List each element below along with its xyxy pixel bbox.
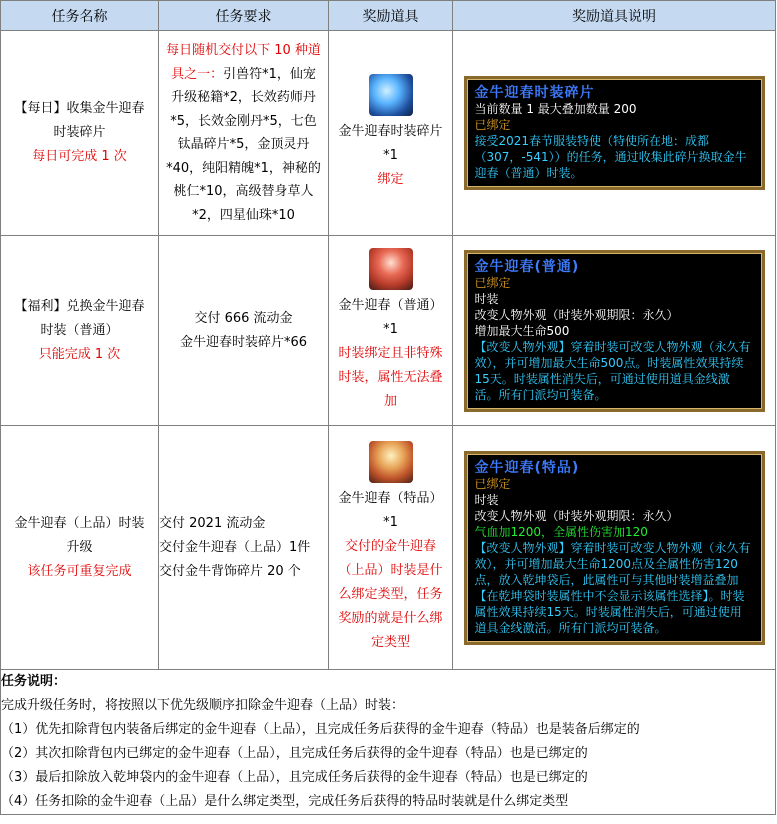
tooltip-description: 【改变人物外观】穿着时装可改变人物外观（永久有效），并可增加最大生命1200点及全属性伤害120点，放入乾坤袋后，此属性可与其他时装增益叠加【在乾坤袋时装属性中不会显示该属性选择】。时装属性效果持续15天。时装属性消失后，可通过使用道具金线激活。所有门派均可装备。 [474,540,751,635]
reward-bind-note: 绑定 [377,172,404,187]
task-name-line: 升级 [66,539,93,555]
header-reward-item: 奖励道具 [329,1,453,31]
reward-item-name: 金牛迎春（特品）*1 [338,490,443,530]
reward-item-cell [329,236,453,426]
requirement-line: 交付 2021 流动金 [159,515,266,531]
tooltip-bound-status: 已绑定 [474,118,511,132]
task-requirement-cell [159,426,329,670]
tooltip-appearance: 改变人物外观（时装外观期限：永久） [474,508,679,523]
reward-item-name: 金牛迎春时装碎片*1 [338,124,443,163]
explanation-title: 任务说明： [1,674,67,689]
explanation-line: （3）最后扣除放入乾坤袋内的金牛迎春（上品），且完成任务后获得的金牛迎春（特品）也是已绑定的 [1,770,588,785]
table-row [1,426,776,670]
table-row [1,31,776,236]
item-tooltip [464,76,765,190]
task-requirement-cell [159,31,329,236]
task-name-cell [1,31,159,236]
task-name-line: 时装（普通） [40,322,119,338]
footer-row [1,670,776,815]
tooltip-description: 接受2021春节服装特使（特使所在地：成都（307，-541））的任务，通过收集此碎片换取金牛迎春（普通）时装。 [474,134,747,180]
item-tooltip [464,451,765,645]
task-name-cell [1,426,159,670]
task-name-line: 【每日】收集金牛迎春 [14,101,145,116]
requirement-line: 交付 666 流动金 [194,310,293,326]
tooltip-stat: 气血加1200，全属性伤害加120 [474,524,648,539]
tooltip-title: 金牛迎春时装碎片 [474,85,595,101]
tooltip-description: 【改变人物外观】穿着时装可改变人物外观（永久有效），并可增加最大生命500点。时装属性效果持续15天。时装属性消失后，可通过使用道具金线激活。所有门派均可装备。 [474,339,751,402]
explanation-line: （4）任务扣除的金牛迎春（上品）是什么绑定类型，完成任务后获得的特品时装就是什么绑定类型 [1,794,569,809]
requirement-line: 交付金牛迎春（上品）1件 [159,539,311,555]
tooltip-bound-status: 已绑定 [474,275,511,290]
tooltip-type: 时装 [474,492,499,507]
reward-bind-note: 时装绑定且非特殊时装，属性无法叠加 [338,345,443,409]
explanation-line: （1）优先扣除背包内装备后绑定的金牛迎春（上品），且完成任务后获得的金牛迎春（特品）也是装备后绑定的 [1,722,640,737]
tooltip-title: 金牛迎春(普通) [474,258,580,275]
task-name-line: 时装碎片 [53,125,106,140]
item-tooltip [464,250,765,412]
task-explanation [1,670,776,815]
reward-description-cell [453,236,776,426]
reward-description-cell [453,31,776,236]
task-requirement-cell [159,236,329,426]
task-limit-note: 该任务可重复完成 [27,563,132,579]
requirement-line: 交付金牛背饰碎片 20 个 [159,563,301,579]
task-limit-note: 只能完成 1 次 [38,346,121,362]
blue-fragment-icon [369,74,413,116]
task-name-line: 金牛迎春（上品）时装 [14,515,145,531]
reward-item-name: 金牛迎春（普通）*1 [338,297,443,337]
tooltip-title: 金牛迎春(特品) [474,459,580,476]
tooltip-type: 时装 [474,291,499,306]
task-name-cell [1,236,159,426]
tooltip-appearance: 改变人物外观（时装外观期限：永久） [474,307,679,322]
explanation-line: 完成升级任务时，将按照以下优先级顺序扣除金牛迎春（上品）时装： [1,698,405,713]
tooltip-stat: 增加最大生命500 [474,323,570,338]
tooltip-quantity: 当前数量 1 最大叠加数量 200 [474,102,637,116]
costume-premium-icon [369,441,413,483]
requirement-item-list: 引兽符*1，仙宠升级秘籍*2，长效药师丹*5，长效金刚丹*5，七色钛晶碎片*5，金顶灵丹*40，纯阳精魄*1，神秘的桃仁*10，高级替身草人*2，四星仙珠*10 [166,66,321,223]
tooltip-bound-status: 已绑定 [474,476,511,491]
reward-description-cell [453,426,776,670]
header-reward-description: 奖励道具说明 [453,1,776,31]
task-name-line: 【福利】兑换金牛迎春 [14,298,145,314]
requirement-highlight: 每日随机交付以下 10 种道具之一： [166,43,321,82]
reward-item-cell [329,426,453,670]
reward-item-cell [329,31,453,236]
table-row [1,236,776,426]
task-limit-note: 每日可完成 1 次 [32,149,127,164]
header-task-requirement: 任务要求 [159,1,329,31]
header-task-name: 任务名称 [1,1,159,31]
table-header-row [1,1,776,31]
reward-bind-note: 交付的金牛迎春（上品）时装是什么绑定类型，任务奖励的就是什么绑定类型 [338,538,443,650]
explanation-line: （2）其次扣除背包内已绑定的金牛迎春（上品），且完成任务后获得的金牛迎春（特品）也是已绑定的 [1,746,588,761]
costume-icon [369,248,413,290]
requirement-line: 金牛迎春时装碎片*66 [179,334,308,350]
